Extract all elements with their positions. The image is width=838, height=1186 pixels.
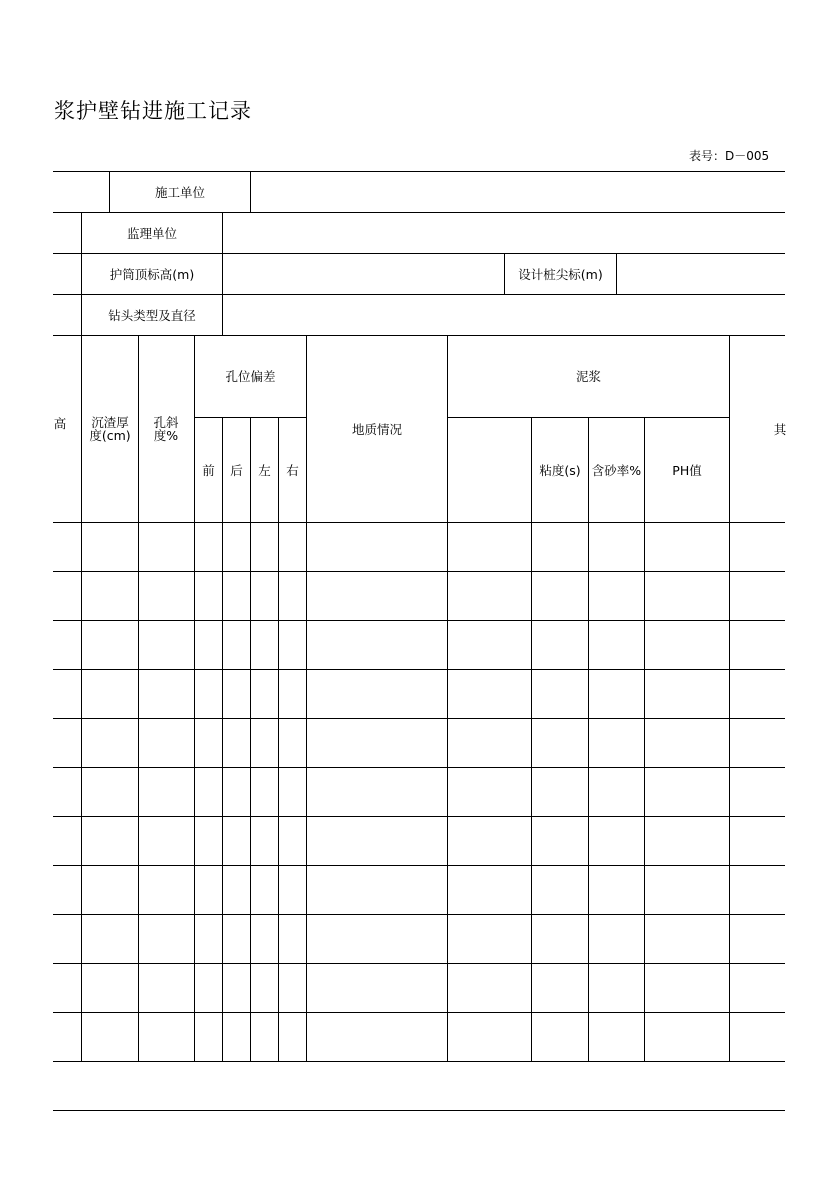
table-cell[interactable] [82, 768, 138, 816]
table-cell[interactable] [139, 1013, 194, 1061]
table-cell[interactable] [532, 1013, 588, 1061]
col-header-right: 右 [286, 462, 299, 478]
table-cell[interactable] [307, 817, 447, 865]
col-header-hole-inclination: 孔斜度% [153, 415, 179, 443]
table-cell[interactable] [223, 621, 250, 669]
field-construction-unit[interactable] [251, 172, 785, 212]
table-cell[interactable] [589, 768, 644, 816]
table-cell[interactable] [448, 817, 531, 865]
table-cell[interactable] [645, 915, 729, 963]
table-cell[interactable] [532, 719, 588, 767]
table-cell[interactable] [82, 1013, 138, 1061]
table-cell[interactable] [279, 523, 306, 571]
table-cell[interactable] [448, 621, 531, 669]
table-cell[interactable] [82, 866, 138, 914]
table-cell[interactable] [448, 719, 531, 767]
table-cell[interactable] [645, 817, 729, 865]
table-cell[interactable] [279, 768, 306, 816]
table-cell[interactable] [448, 572, 531, 620]
table-cell[interactable] [82, 670, 138, 718]
table-cell[interactable] [307, 866, 447, 914]
table-cell[interactable] [589, 817, 644, 865]
label-construction-unit: 施工单位 [154, 184, 205, 200]
table-cell[interactable] [251, 670, 278, 718]
table-cell[interactable] [645, 719, 729, 767]
table-cell[interactable] [251, 523, 278, 571]
table-cell[interactable] [589, 866, 644, 914]
table-cell[interactable] [645, 670, 729, 718]
table-cell[interactable] [645, 572, 729, 620]
table-cell[interactable] [730, 621, 785, 669]
table-cell[interactable] [730, 768, 785, 816]
table-cell[interactable] [589, 572, 644, 620]
table-cell[interactable] [54, 523, 81, 571]
table-cell[interactable] [307, 719, 447, 767]
table-cell[interactable] [195, 621, 222, 669]
table-cell[interactable] [139, 719, 194, 767]
col-header-remarks: 其 [773, 421, 787, 437]
table-cell[interactable] [645, 1013, 729, 1061]
table-cell[interactable] [82, 523, 138, 571]
table-cell[interactable] [730, 670, 785, 718]
table-cell[interactable] [54, 915, 81, 963]
table-cell[interactable] [532, 817, 588, 865]
table-cell[interactable] [54, 866, 81, 914]
table-cell[interactable] [589, 523, 644, 571]
table-cell[interactable] [307, 572, 447, 620]
table-cell[interactable] [223, 523, 250, 571]
table-cell[interactable] [730, 817, 785, 865]
table-cell[interactable] [195, 670, 222, 718]
table-cell[interactable] [195, 964, 222, 1012]
table-cell[interactable] [307, 768, 447, 816]
table-cell[interactable] [139, 670, 194, 718]
table-cell[interactable] [730, 523, 785, 571]
table-cell[interactable] [645, 866, 729, 914]
table-cell[interactable] [54, 719, 81, 767]
col-header-back: 后 [230, 462, 243, 478]
table-cell[interactable] [589, 964, 644, 1012]
rule-footer [53, 1110, 785, 1111]
table-cell[interactable] [251, 964, 278, 1012]
table-cell[interactable] [223, 866, 250, 914]
table-cell[interactable] [589, 621, 644, 669]
table-cell[interactable] [251, 768, 278, 816]
field-supervision-unit[interactable] [223, 213, 785, 253]
table-cell[interactable] [82, 621, 138, 669]
table-cell[interactable] [448, 1013, 531, 1061]
table-cell[interactable] [195, 523, 222, 571]
label-casing-top-elevation: 护筒顶标高(m) [109, 266, 195, 282]
page-title: 浆护壁钻进施工记录 [54, 99, 252, 123]
table-cell[interactable] [223, 768, 250, 816]
table-cell[interactable] [195, 1013, 222, 1061]
table-cell[interactable] [195, 817, 222, 865]
table-cell[interactable] [645, 523, 729, 571]
col-header-left: 左 [258, 462, 271, 478]
table-cell[interactable] [532, 572, 588, 620]
table-cell[interactable] [307, 670, 447, 718]
table-cell[interactable] [223, 719, 250, 767]
table-cell[interactable] [448, 768, 531, 816]
table-cell[interactable] [589, 719, 644, 767]
col-header-ph-value: PH值 [672, 462, 702, 478]
table-cell[interactable] [589, 1013, 644, 1061]
table-cell[interactable] [54, 817, 81, 865]
table-cell[interactable] [645, 621, 729, 669]
table-cell[interactable] [139, 523, 194, 571]
table-cell[interactable] [532, 768, 588, 816]
table-cell[interactable] [251, 915, 278, 963]
form-number: 表号：D－005 [689, 149, 770, 163]
table-cell[interactable] [307, 964, 447, 1012]
table-cell[interactable] [448, 915, 531, 963]
field-design-pile-tip[interactable] [617, 254, 785, 294]
table-cell[interactable] [279, 866, 306, 914]
table-cell[interactable] [279, 817, 306, 865]
table-cell[interactable] [730, 719, 785, 767]
table-cell[interactable] [251, 1013, 278, 1061]
table-cell[interactable] [82, 964, 138, 1012]
table-cell[interactable] [251, 621, 278, 669]
table-cell[interactable] [532, 866, 588, 914]
table-cell[interactable] [307, 1013, 447, 1061]
table-cell[interactable] [279, 719, 306, 767]
label-supervision-unit: 监理单位 [126, 225, 177, 241]
table-cell[interactable] [223, 1013, 250, 1061]
table-cell[interactable] [195, 915, 222, 963]
row-rule [53, 1061, 785, 1062]
table-cell[interactable] [532, 670, 588, 718]
table-cell[interactable] [223, 817, 250, 865]
table-cell[interactable] [54, 964, 81, 1012]
table-cell[interactable] [307, 915, 447, 963]
col-header-sediment-thickness: 沉渣厚度(cm) [89, 415, 131, 443]
table-cell[interactable] [279, 572, 306, 620]
table-cell[interactable] [139, 866, 194, 914]
table-cell[interactable] [730, 964, 785, 1012]
table-cell[interactable] [730, 915, 785, 963]
table-cell[interactable] [307, 621, 447, 669]
table-cell[interactable] [279, 621, 306, 669]
table-cell[interactable] [82, 719, 138, 767]
table-cell[interactable] [195, 719, 222, 767]
field-casing-top-elevation[interactable] [223, 254, 504, 294]
table-cell[interactable] [279, 964, 306, 1012]
table-cell[interactable] [532, 621, 588, 669]
table-cell[interactable] [223, 572, 250, 620]
table-cell[interactable] [589, 915, 644, 963]
label-design-pile-tip: 设计桩尖标(m) [518, 266, 603, 282]
col-header-mud: 泥浆 [575, 369, 601, 384]
table-cell[interactable] [54, 1013, 81, 1061]
table-cell[interactable] [279, 670, 306, 718]
table-cell[interactable] [195, 866, 222, 914]
table-cell[interactable] [589, 670, 644, 718]
table-cell[interactable] [645, 964, 729, 1012]
table-cell[interactable] [139, 621, 194, 669]
col-header-geology: 地质情况 [351, 421, 402, 437]
col-header-elevation: 高 [53, 415, 67, 431]
table-cell[interactable] [532, 964, 588, 1012]
table-cell[interactable] [251, 572, 278, 620]
col-header-front: 前 [202, 462, 215, 478]
field-drill-bit[interactable] [223, 295, 785, 335]
table-cell[interactable] [139, 572, 194, 620]
table-cell[interactable] [307, 523, 447, 571]
col-header-viscosity: 粘度(s) [539, 462, 581, 478]
table-cell[interactable] [223, 670, 250, 718]
table-cell[interactable] [730, 1013, 785, 1061]
col-header-hole-deviation: 孔位偏差 [225, 369, 276, 384]
table-cell[interactable] [82, 915, 138, 963]
col-header-mud-blank [448, 418, 531, 522]
table-cell[interactable] [223, 964, 250, 1012]
table-cell[interactable] [448, 866, 531, 914]
table-cell[interactable] [82, 817, 138, 865]
table-cell[interactable] [82, 572, 138, 620]
table-cell[interactable] [730, 866, 785, 914]
table-cell[interactable] [195, 768, 222, 816]
table-cell[interactable] [279, 1013, 306, 1061]
table-cell[interactable] [279, 915, 306, 963]
table-cell[interactable] [645, 768, 729, 816]
table-cell[interactable] [730, 572, 785, 620]
table-cell[interactable] [448, 523, 531, 571]
table-cell[interactable] [54, 621, 81, 669]
table-cell[interactable] [532, 915, 588, 963]
table-cell[interactable] [448, 670, 531, 718]
table-cell[interactable] [251, 817, 278, 865]
table-cell[interactable] [54, 572, 81, 620]
table-cell[interactable] [139, 964, 194, 1012]
label-drill-bit: 钻头类型及直径 [108, 307, 196, 323]
table-cell[interactable] [139, 817, 194, 865]
table-cell[interactable] [54, 768, 81, 816]
table-cell[interactable] [251, 719, 278, 767]
table-cell[interactable] [251, 866, 278, 914]
table-cell[interactable] [54, 670, 81, 718]
table-cell[interactable] [195, 572, 222, 620]
table-cell[interactable] [532, 523, 588, 571]
table-cell[interactable] [448, 964, 531, 1012]
table-cell[interactable] [139, 915, 194, 963]
col-header-sand-content: 含砂率% [591, 462, 642, 478]
table-cell[interactable] [139, 768, 194, 816]
table-cell[interactable] [223, 915, 250, 963]
